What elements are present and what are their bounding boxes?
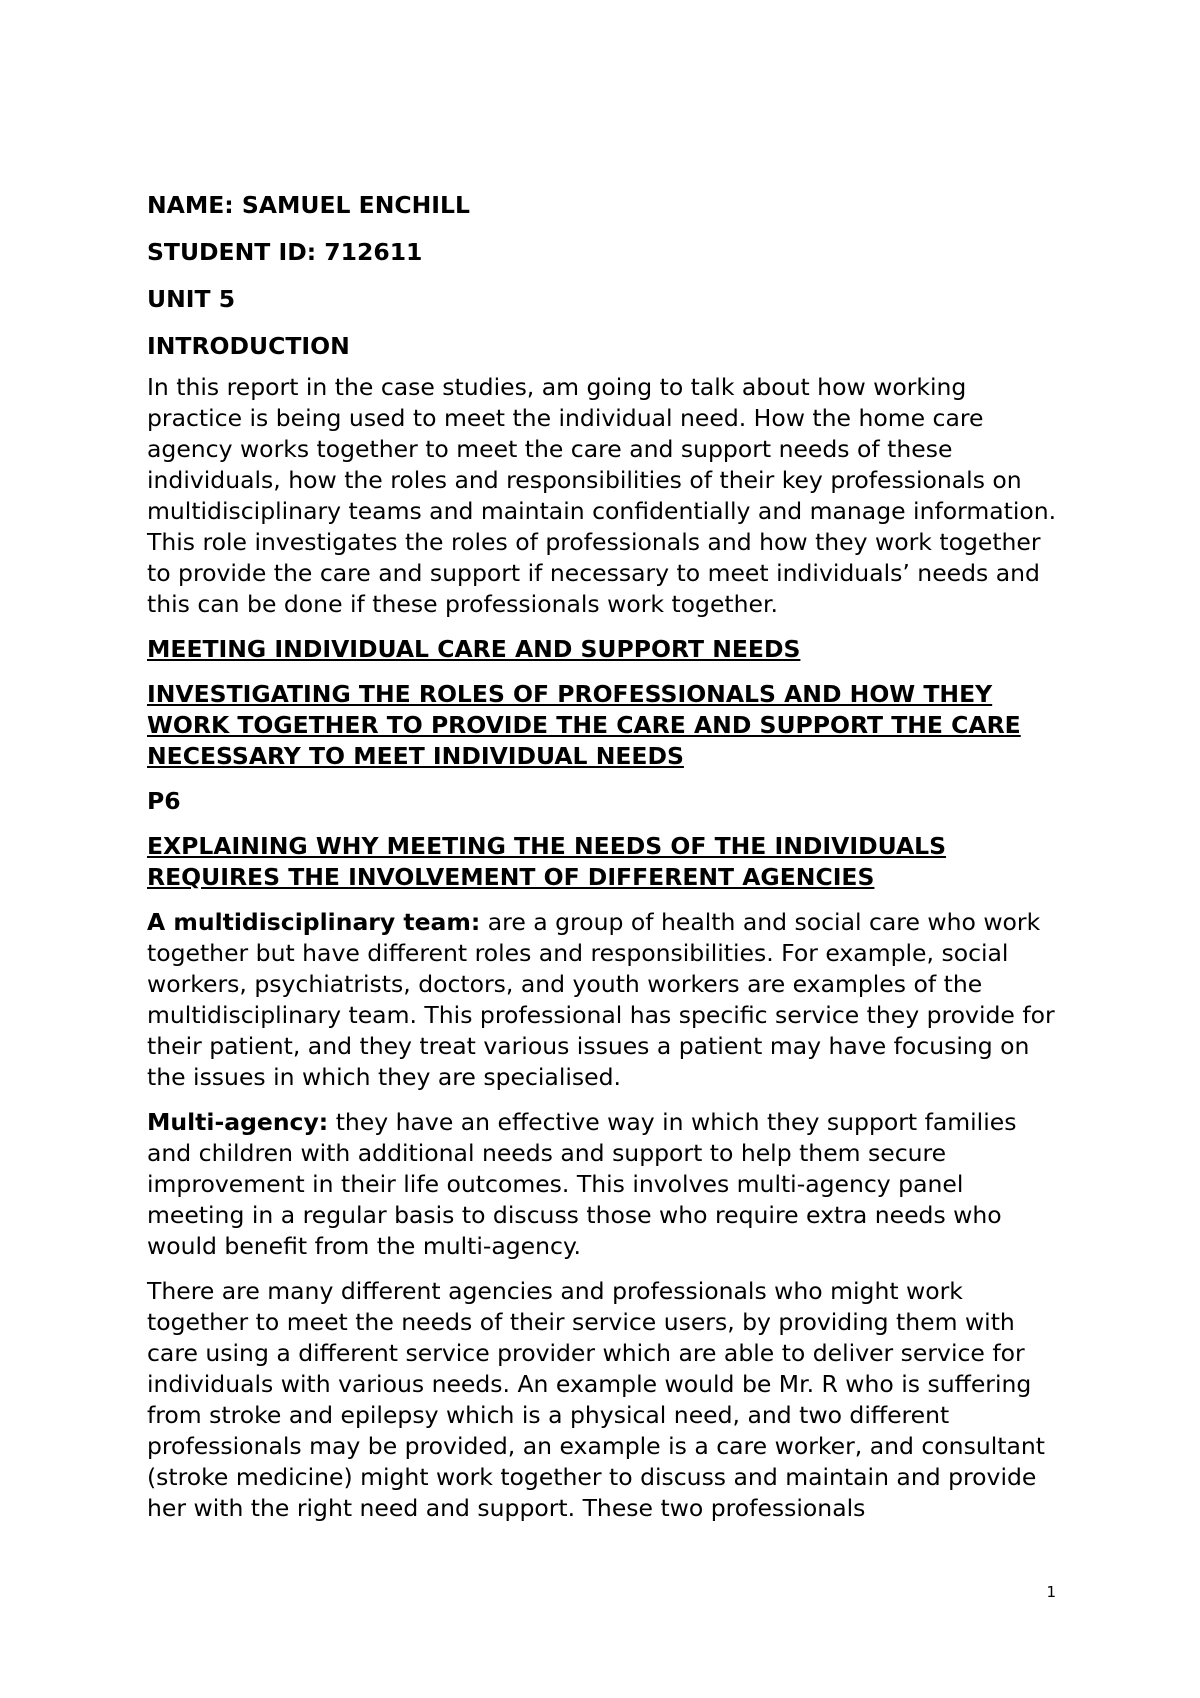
student-id: STUDENT ID: 712611 [147, 238, 423, 266]
multidisciplinary-paragraph [147, 907, 1067, 1093]
agencies-paragraph: There are many different agencies and professionals who might work together to meet the needs of their service users, by providing them with care using a different service provider which are able to deliver service for individuals with various needs. An example would be Mr. R who is suffering from stroke and epilepsy which is a physical need, and two different professionals may be provided, an example is a care worker, and consultant (stroke medicine) might work together to discuss and maintain and provide her with the right need and support. These two professionals [147, 1277, 1045, 1522]
explaining-agencies-heading: EXPLAINING WHY MEETING THE NEEDS OF THE INDIVIDUALS REQUIRES THE INVOLVEMENT OF DIFFERENT AGENCIES [147, 832, 947, 891]
document-body [147, 190, 1067, 1538]
unit-label: UNIT 5 [147, 285, 236, 313]
multiagency-text: they have an effective way in which they support families and children with additional needs and support to help them secure improvement in their life outcomes. This involves multi-agency panel meeting in a regular basis to discuss those who require extra needs who would benefit from the multi-agency. [147, 1108, 1017, 1260]
student-name: NAME: SAMUEL ENCHILL [147, 191, 470, 219]
criterion-label: P6 [147, 787, 181, 815]
investigating-roles-heading: INVESTIGATING THE ROLES OF PROFESSIONALS AND HOW THEY WORK TOGETHER TO PROVIDE THE CARE AND SUPPORT THE CARE NECESSARY TO MEET INDIVIDUAL NEEDS [147, 680, 1021, 770]
meeting-needs-heading: MEETING INDIVIDUAL CARE AND SUPPORT NEEDS [147, 635, 801, 663]
multiagency-paragraph [147, 1107, 1067, 1262]
multidisciplinary-term: A multidisciplinary team: [147, 908, 481, 936]
page-number: 1 [1046, 1583, 1056, 1601]
multiagency-term: Multi-agency: [147, 1108, 329, 1136]
introduction-heading: INTRODUCTION [147, 332, 350, 360]
multidisciplinary-text: are a group of health and social care who work together but have different roles and responsibilities. For example, social workers, psychiatrists, doctors, and youth workers are examples of the multidisciplinary team. This professional has specific service they provide for their patient, and they treat various issues a patient may have focusing on the issues in which they are specialised. [147, 908, 1055, 1091]
introduction-paragraph: In this report in the case studies, am going to talk about how working practice is being used to meet the individual need. How the home care agency works together to meet the care and support needs of these individuals, how the roles and responsibilities of their key professionals on multidisciplinary teams and maintain confidentially and manage information. This role investigates the roles of professionals and how they work together to provide the care and support if necessary to meet individuals’ needs and this can be done if these professionals work together. [147, 373, 1057, 618]
